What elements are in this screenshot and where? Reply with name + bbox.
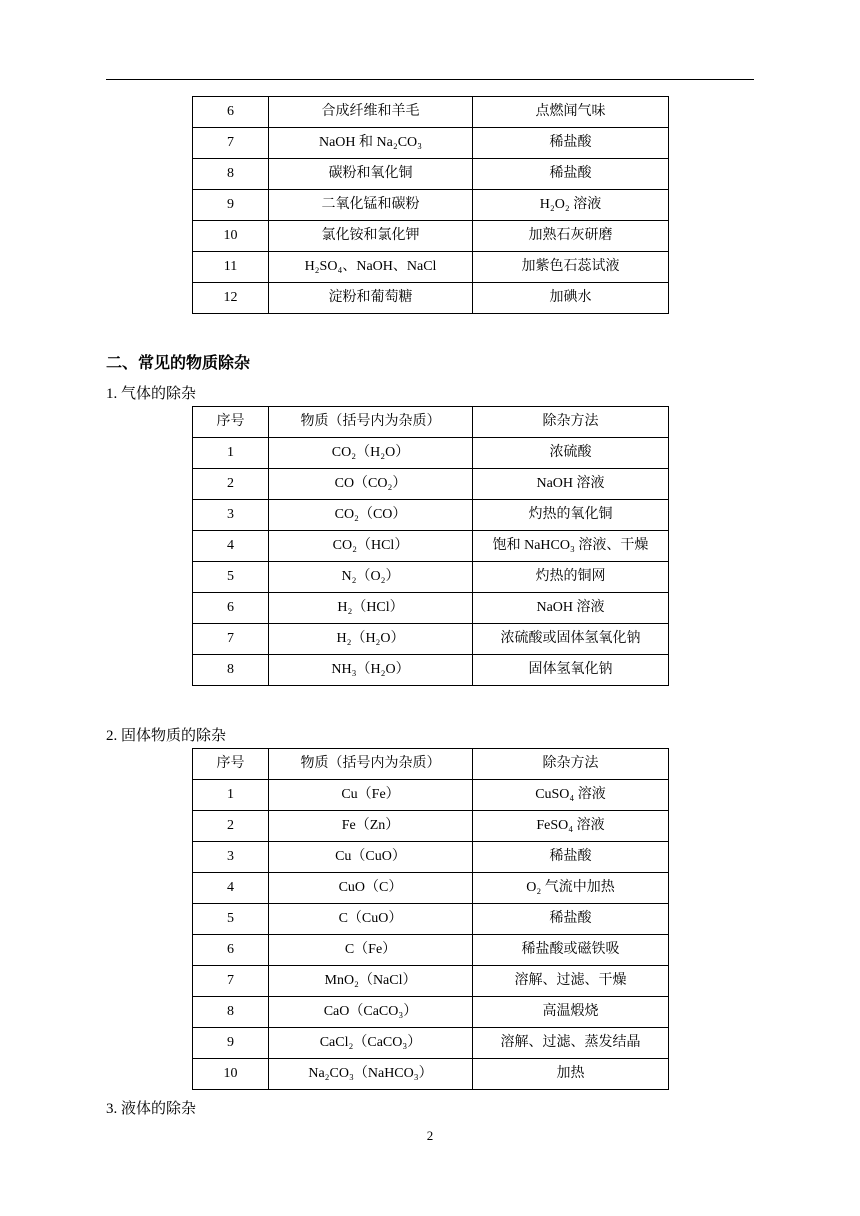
substance: CO₂（H₂O） bbox=[269, 438, 473, 469]
solid-purification-table bbox=[192, 748, 669, 1090]
row-number: 8 bbox=[193, 159, 269, 190]
identification-table bbox=[192, 96, 669, 314]
row-number: 9 bbox=[193, 1028, 269, 1059]
table-row bbox=[193, 500, 669, 531]
table-row bbox=[193, 593, 669, 624]
substance: CO（CO₂） bbox=[269, 469, 473, 500]
table-row bbox=[193, 1028, 669, 1059]
page-number: 2 bbox=[426, 1128, 434, 1143]
method: 浓硫酸或固体氢氧化钠 bbox=[473, 624, 669, 655]
table-row bbox=[193, 221, 669, 252]
table-row bbox=[193, 624, 669, 655]
table-header-row bbox=[193, 407, 669, 438]
table-row bbox=[193, 128, 669, 159]
method: 高温煅烧 bbox=[473, 997, 669, 1028]
substance: CuO（C） bbox=[269, 873, 473, 904]
substance: C（Fe） bbox=[269, 935, 473, 966]
row-number: 5 bbox=[193, 904, 269, 935]
method: 浓硫酸 bbox=[473, 438, 669, 469]
row-number: 3 bbox=[193, 842, 269, 873]
row-number: 6 bbox=[193, 593, 269, 624]
substances: 淀粉和葡萄糖 bbox=[269, 283, 473, 314]
row-number: 2 bbox=[193, 811, 269, 842]
row-number: 2 bbox=[193, 469, 269, 500]
method: 固体氢氧化钠 bbox=[473, 655, 669, 686]
method: 稀盐酸 bbox=[473, 904, 669, 935]
table-row bbox=[193, 655, 669, 686]
substance: CO₂（CO） bbox=[269, 500, 473, 531]
header-rule bbox=[106, 79, 754, 80]
substance: H₂（H₂O） bbox=[269, 624, 473, 655]
method: 点燃闻气味 bbox=[473, 97, 669, 128]
method: 灼热的氧化铜 bbox=[473, 500, 669, 531]
substance: NH₃（H₂O） bbox=[269, 655, 473, 686]
method: 灼热的铜网 bbox=[473, 562, 669, 593]
row-number: 12 bbox=[193, 283, 269, 314]
table-row bbox=[193, 966, 669, 997]
gas-purification-table bbox=[192, 406, 669, 686]
row-number: 8 bbox=[193, 997, 269, 1028]
liquid-subheading: 3. 液体的除杂 bbox=[106, 1101, 197, 1117]
substances: 碳粉和氧化铜 bbox=[269, 159, 473, 190]
method: NaOH 溶液 bbox=[473, 593, 669, 624]
substance: C（CuO） bbox=[269, 904, 473, 935]
row-number: 7 bbox=[193, 624, 269, 655]
solid-subheading: 2. 固体物质的除杂 bbox=[106, 728, 227, 744]
substances: 二氧化锰和碳粉 bbox=[269, 190, 473, 221]
table-row bbox=[193, 531, 669, 562]
gas-subheading: 1. 气体的除杂 bbox=[106, 386, 197, 402]
method: FeSO₄ 溶液 bbox=[473, 811, 669, 842]
substance: Cu（CuO） bbox=[269, 842, 473, 873]
substances: NaOH 和 Na₂CO₃ bbox=[269, 128, 473, 159]
method: 溶解、过滤、蒸发结晶 bbox=[473, 1028, 669, 1059]
row-number: 1 bbox=[193, 780, 269, 811]
method: CuSO₄ 溶液 bbox=[473, 780, 669, 811]
row-number: 7 bbox=[193, 966, 269, 997]
method: 溶解、过滤、干燥 bbox=[473, 966, 669, 997]
method: 加紫色石蕊试液 bbox=[473, 252, 669, 283]
substance: CaCl₂（CaCO₃） bbox=[269, 1028, 473, 1059]
method: 加碘水 bbox=[473, 283, 669, 314]
column-header: 除杂方法 bbox=[473, 407, 669, 438]
row-number: 9 bbox=[193, 190, 269, 221]
column-header: 除杂方法 bbox=[473, 749, 669, 780]
method: 加热 bbox=[473, 1059, 669, 1090]
row-number: 4 bbox=[193, 531, 269, 562]
method: NaOH 溶液 bbox=[473, 469, 669, 500]
substance: Fe（Zn） bbox=[269, 811, 473, 842]
table-row bbox=[193, 1059, 669, 1090]
table-row bbox=[193, 283, 669, 314]
column-header: 序号 bbox=[193, 749, 269, 780]
substance: Cu（Fe） bbox=[269, 780, 473, 811]
method: O₂ 气流中加热 bbox=[473, 873, 669, 904]
substance: H₂（HCl） bbox=[269, 593, 473, 624]
row-number: 10 bbox=[193, 221, 269, 252]
table-row bbox=[193, 562, 669, 593]
table-row bbox=[193, 997, 669, 1028]
row-number: 3 bbox=[193, 500, 269, 531]
table-row bbox=[193, 190, 669, 221]
section-heading: 二、常见的物质除杂 bbox=[106, 353, 251, 372]
row-number: 1 bbox=[193, 438, 269, 469]
method: 稀盐酸 bbox=[473, 128, 669, 159]
table-row bbox=[193, 904, 669, 935]
row-number: 11 bbox=[193, 252, 269, 283]
method: 加熟石灰研磨 bbox=[473, 221, 669, 252]
table-row bbox=[193, 811, 669, 842]
row-number: 8 bbox=[193, 655, 269, 686]
substances: 氯化铵和氯化钾 bbox=[269, 221, 473, 252]
method: H₂O₂ 溶液 bbox=[473, 190, 669, 221]
method: 稀盐酸或磁铁吸 bbox=[473, 935, 669, 966]
row-number: 5 bbox=[193, 562, 269, 593]
row-number: 10 bbox=[193, 1059, 269, 1090]
table-row bbox=[193, 97, 669, 128]
method: 饱和 NaHCO₃ 溶液、干燥 bbox=[473, 531, 669, 562]
table-header-row bbox=[193, 749, 669, 780]
table-row bbox=[193, 438, 669, 469]
column-header: 序号 bbox=[193, 407, 269, 438]
row-number: 7 bbox=[193, 128, 269, 159]
method: 稀盐酸 bbox=[473, 159, 669, 190]
row-number: 4 bbox=[193, 873, 269, 904]
table-row bbox=[193, 935, 669, 966]
substance: CO₂（HCl） bbox=[269, 531, 473, 562]
substance: CaO（CaCO₃） bbox=[269, 997, 473, 1028]
table-row bbox=[193, 159, 669, 190]
column-header: 物质（括号内为杂质） bbox=[269, 749, 473, 780]
row-number: 6 bbox=[193, 935, 269, 966]
table-row bbox=[193, 469, 669, 500]
table-row bbox=[193, 780, 669, 811]
method: 稀盐酸 bbox=[473, 842, 669, 873]
substance: MnO₂（NaCl） bbox=[269, 966, 473, 997]
table-row bbox=[193, 873, 669, 904]
substance: Na₂CO₃（NaHCO₃） bbox=[269, 1059, 473, 1090]
table-row bbox=[193, 842, 669, 873]
row-number: 6 bbox=[193, 97, 269, 128]
table-row bbox=[193, 252, 669, 283]
substances: 合成纤维和羊毛 bbox=[269, 97, 473, 128]
substance: N₂（O₂） bbox=[269, 562, 473, 593]
substances: H₂SO₄、NaOH、NaCl bbox=[269, 252, 473, 283]
column-header: 物质（括号内为杂质） bbox=[269, 407, 473, 438]
